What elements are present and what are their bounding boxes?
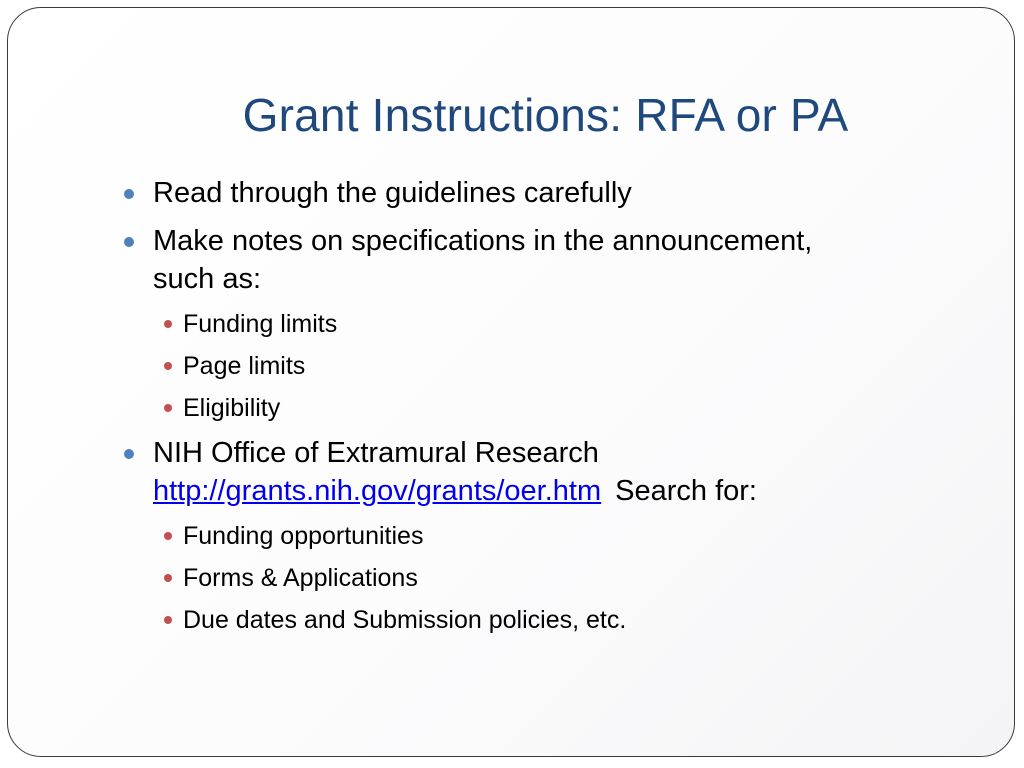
sub-bullet-text: Funding limits xyxy=(183,310,338,338)
sub-bullet-dot-icon xyxy=(164,404,172,412)
sub-bullet-text: Page limits xyxy=(183,352,306,380)
bullet-dot-icon xyxy=(124,449,134,459)
oer-link[interactable]: http://grants.nih.gov/grants/oer.htm xyxy=(153,475,602,507)
bullet-nih-oer xyxy=(124,434,954,510)
sub-bullet-text: Funding opportunities xyxy=(183,522,424,550)
bullet-text-line1: Make notes on specifications in the announcement, xyxy=(153,225,813,257)
sub-bullet-eligibility xyxy=(164,392,954,424)
bullet-text-line2: such as: xyxy=(153,263,261,295)
slide-title: Grant Instructions: RFA or PA xyxy=(242,89,849,141)
sub-bullet-text: Due dates and Submission policies, etc. xyxy=(183,606,627,634)
bullet-dot-icon xyxy=(124,237,134,247)
sub-bullet-dot-icon xyxy=(164,532,172,540)
sub-bullet-text: Eligibility xyxy=(183,394,281,422)
sub-bullet-dot-icon xyxy=(164,574,172,582)
slide-body xyxy=(124,174,954,646)
sub-bullet-funding-limits xyxy=(164,308,954,340)
sub-bullet-forms-applications xyxy=(164,562,954,594)
sub-bullet-list xyxy=(124,308,954,424)
search-for-text: Search for: xyxy=(615,475,757,507)
sub-bullet-funding-opportunities xyxy=(164,520,954,552)
bullet-make-notes xyxy=(124,222,954,298)
sub-bullet-due-dates xyxy=(164,604,954,636)
bullet-text: Read through the guidelines carefully xyxy=(153,177,632,209)
bullet-read-guidelines xyxy=(124,174,954,212)
bullet-text-line1: NIH Office of Extramural Research xyxy=(153,437,599,469)
sub-bullet-text: Forms & Applications xyxy=(183,564,418,592)
sub-bullet-dot-icon xyxy=(164,616,172,624)
sub-bullet-dot-icon xyxy=(164,320,172,328)
sub-bullet-list xyxy=(124,520,954,636)
bullet-dot-icon xyxy=(124,189,134,199)
slide-frame xyxy=(7,7,1015,757)
sub-bullet-page-limits xyxy=(164,350,954,382)
sub-bullet-dot-icon xyxy=(164,362,172,370)
